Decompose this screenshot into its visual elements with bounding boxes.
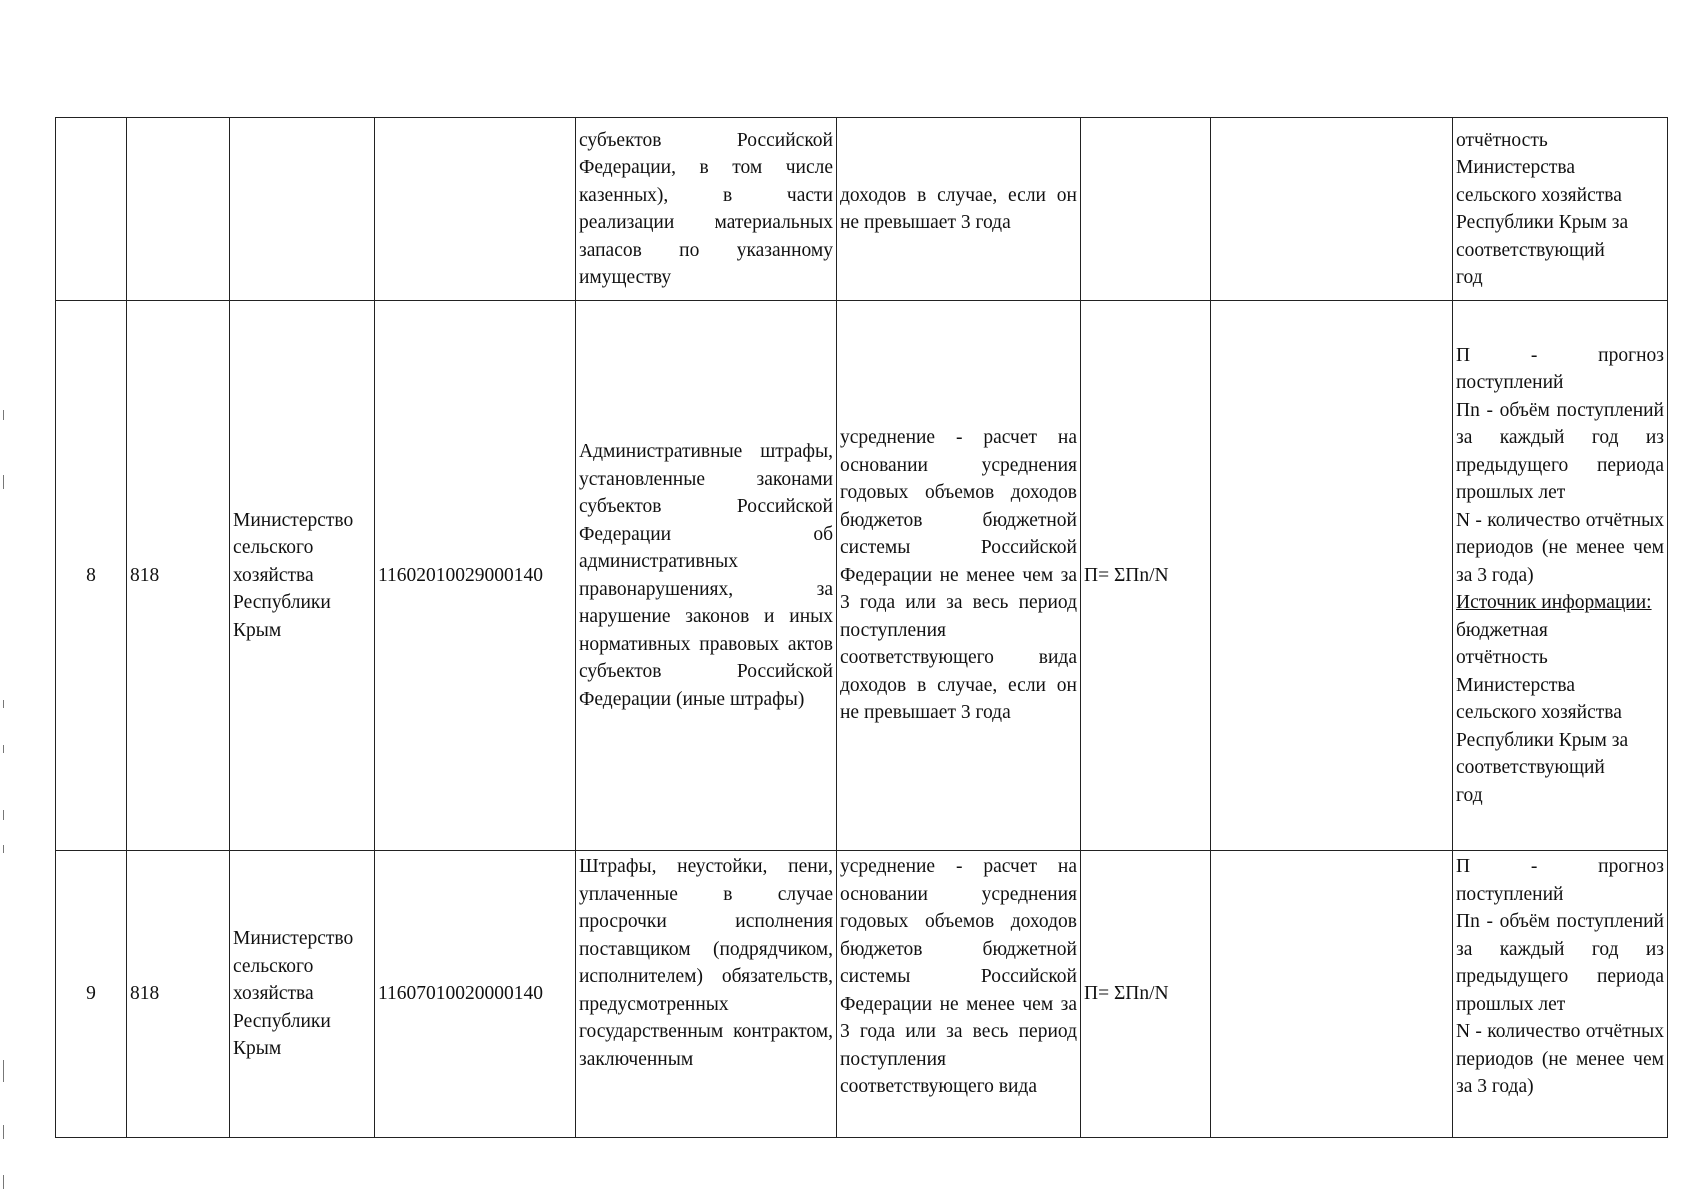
algorithm-line: отчётность [1456, 647, 1548, 669]
admin-name [230, 118, 375, 301]
algorithm-line: Пn - объём поступлений за каждый год из предыдущего периода прошлых лет [1456, 911, 1664, 1015]
kbk-code: 11602010029000140 [375, 301, 576, 851]
row-number [56, 118, 127, 301]
forecast-method: усреднение - расчет на основании усреднения годовых объемов доходов бюджетов бюджетной системы Российской Федерации не менее чем за 3 года или за весь период поступления соответствующего вида [837, 851, 1081, 1138]
admin-name: Министерство сельского хозяйства Республики Крым [230, 851, 375, 1138]
table-row [56, 118, 1668, 301]
admin-code [127, 118, 230, 301]
algorithm-line: отчётность [1456, 129, 1548, 151]
algorithm-line: Министерства [1456, 674, 1576, 696]
source-heading: Источник информации: [1456, 592, 1652, 614]
algorithm-line: N - количество отчётных периодов (не менее чем за 3 года) [1456, 1021, 1664, 1097]
forecast-formula [1081, 118, 1211, 301]
algorithm-line: соответствующий [1456, 757, 1605, 779]
algorithm-line: П - прогноз поступлений [1456, 344, 1664, 394]
scan-margin-marks [0, 0, 10, 1200]
algorithm-line: бюджетная [1456, 619, 1548, 641]
row-number: 8 [56, 301, 127, 851]
kbk-code [375, 118, 576, 301]
algorithm-description [1453, 851, 1668, 1138]
row-number: 9 [56, 851, 127, 1138]
admin-name: Министерство сельского хозяйства Республики Крым [230, 301, 375, 851]
algorithm-line: сельского хозяйства [1456, 184, 1622, 206]
forecast-formula: П= ΣПn/N [1081, 851, 1211, 1138]
algorithm-line: N - количество отчётных периодов (не менее чем за 3 года) [1456, 509, 1664, 586]
algorithm-line: Республики Крым за [1456, 212, 1629, 233]
forecast-formula: П= ΣПn/N [1081, 301, 1211, 851]
algorithm-line: Пn - объём поступлений за каждый год из предыдущего периода прошлых лет [1456, 399, 1664, 504]
kbk-code: 11607010020000140 [375, 851, 576, 1138]
algorithm-line: Республики Крым за [1456, 729, 1629, 751]
table-row [56, 851, 1668, 1138]
algorithm-line: П - прогноз поступлений [1456, 856, 1664, 905]
algorithm-description [1453, 301, 1668, 851]
revenue-forecast-table [55, 117, 1668, 1138]
revenue-name: субъектов Российской Федерации, в том числе казенных), в части реализации материальных запасов по указанному имуществу [576, 118, 837, 301]
extra-cell [1211, 118, 1453, 301]
admin-code: 818 [127, 851, 230, 1138]
algorithm-line: год [1456, 784, 1483, 806]
table-row [56, 301, 1668, 851]
revenue-name: Штрафы, неустойки, пени, уплаченные в случае просрочки исполнения поставщиком (подрядчиком, исполнителем) обязательств, предусмотренных государственным контрактом, заключенным [576, 851, 837, 1138]
algorithm-line: Министерства [1456, 157, 1576, 178]
algorithm-line: год [1456, 267, 1483, 288]
revenue-name: Административные штрафы, установленные законами субъектов Российской Федерации об административных правонарушениях, за нарушение законов и иных нормативных правовых актов субъектов Российской Федерации (иные штрафы) [576, 301, 837, 851]
extra-cell [1211, 851, 1453, 1138]
algorithm-description [1453, 118, 1668, 301]
forecast-method: доходов в случае, если он не превышает 3 года [837, 118, 1081, 301]
forecast-method: усреднение - расчет на основании усреднения годовых объемов доходов бюджетов бюджетной системы Российской Федерации не менее чем за 3 года или за весь период поступления соответствующего вида доходов в случае, если он не превышает 3 года [837, 301, 1081, 851]
extra-cell [1211, 301, 1453, 851]
algorithm-line: сельского хозяйства [1456, 702, 1622, 724]
admin-code: 818 [127, 301, 230, 851]
algorithm-line: соответствующий [1456, 239, 1605, 261]
